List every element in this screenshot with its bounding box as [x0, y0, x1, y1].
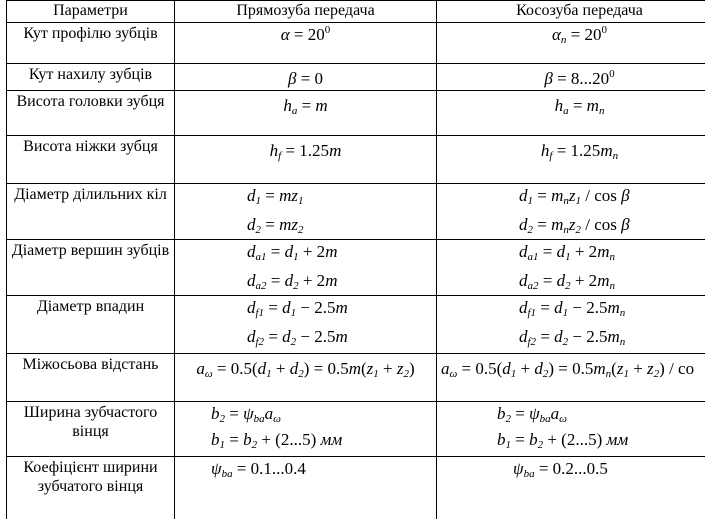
spur-formula-cell: [175, 184, 437, 240]
table-row: [7, 64, 705, 91]
helical-formula-cell: [437, 402, 705, 457]
formula: $\psi_{ba} = 0.2...0.5$: [513, 459, 608, 480]
table-row: [7, 457, 705, 519]
formula: $d_1 = mz_1$: [247, 186, 304, 207]
table-row: [7, 184, 705, 240]
formula: $d_{a2} = d_2 + 2m$: [247, 271, 338, 292]
helical-formula-cell: [437, 240, 705, 296]
formula: $b_1 = b_2 + (2...5)$ мм: [211, 430, 343, 451]
spur-formula-cell: [175, 23, 437, 64]
gear-parameters-document: [6, 0, 705, 519]
formula: $\alpha_n = 20^0$: [551, 24, 608, 46]
formula: $b_1 = b_2 + (2...5)$ мм: [497, 430, 629, 451]
spur-formula-cell: [175, 240, 437, 296]
formula: $\psi_{ba} = 0.1...0.4$: [211, 459, 306, 480]
table-row: [7, 354, 705, 402]
spur-formula-cell: [175, 402, 437, 457]
table-row: [7, 402, 705, 457]
header-helical-gear: Косозуба передача: [437, 1, 705, 23]
formula: $d_{a1} = d_1 + 2m_n$: [519, 242, 615, 263]
formula: $a_\omega = 0.5(d_1 + d_2) = 0.5m_n(z_1 + z_2)$ / co: [441, 359, 695, 380]
table-row: [7, 91, 705, 136]
spur-formula-cell: [175, 64, 437, 91]
formula: $d_{a1} = d_1 + 2m$: [247, 242, 338, 263]
helical-formula-cell: [437, 296, 705, 354]
param-name: Діаметр ділильних кіл: [7, 184, 175, 240]
formula: $b_2 = \psi_{ba}a_\omega$: [211, 404, 281, 425]
formula: $a_\omega = 0.5(d_1 + d_2) = 0.5m(z_1 + z_2)$: [196, 359, 415, 380]
formula: $d_{f2} = d_2 - 2.5m_n$: [519, 327, 626, 348]
helical-formula-cell: [437, 354, 705, 402]
helical-formula-cell: [437, 457, 705, 519]
table-row: [7, 296, 705, 354]
formula: $d_{a2} = d_2 + 2m_n$: [519, 271, 615, 292]
param-name: Висота ніжки зубця: [7, 136, 175, 184]
formula: $h_a = m_n$: [554, 96, 605, 117]
header-parameters: Параметри: [7, 1, 175, 23]
param-name: Діаметр вершин зубців: [7, 240, 175, 296]
param-name: Кут профілю зубців: [7, 23, 175, 64]
helical-formula-cell: [437, 64, 705, 91]
table-row: [7, 240, 705, 296]
formula: β = 0: [287, 69, 324, 88]
formula: $d_{f1} = d_1 - 2.5m_n$: [519, 298, 626, 319]
param-name: Діаметр впадин: [7, 296, 175, 354]
formula: $d_2 = mz_2$: [247, 215, 304, 236]
formula: $b_2 = \psi_{ba}a_\omega$: [497, 404, 567, 425]
table-row: [7, 23, 705, 64]
param-name: Кут нахилу зубців: [7, 64, 175, 91]
spur-formula-cell: [175, 354, 437, 402]
helical-formula-cell: [437, 184, 705, 240]
helical-formula-cell: [437, 136, 705, 184]
param-name: Ширина зубчастого вінця: [7, 402, 175, 457]
table-header-row: [7, 1, 705, 23]
formula: $h_f = 1.25m$: [269, 141, 342, 162]
param-name: Міжосьова відстань: [7, 354, 175, 402]
spur-formula-cell: [175, 136, 437, 184]
table-row: [7, 136, 705, 184]
formula: $d_{f1} = d_1 - 2.5m$: [247, 298, 348, 319]
header-spur-gear: Прямозуба передача: [175, 1, 437, 23]
formula: $d_2 = m_nz_2 / \cos \beta$: [519, 215, 630, 236]
spur-formula-cell: [175, 457, 437, 519]
gear-parameters-table: [6, 0, 705, 519]
spur-formula-cell: [175, 296, 437, 354]
param-name: Коефіцієнт ширини зубчатого вінця: [7, 457, 175, 519]
formula: $d_{f2} = d_2 - 2.5m$: [247, 327, 348, 348]
param-name: Висота головки зубця: [7, 91, 175, 136]
formula: $d_1 = m_nz_1 / \cos \beta$: [519, 186, 630, 207]
helical-formula-cell: [437, 23, 705, 64]
formula: $h_f = 1.25m_n$: [540, 141, 619, 162]
formula: $\alpha = 20^0$: [280, 24, 331, 44]
spur-formula-cell: [175, 91, 437, 136]
formula: $\beta = 8...20^0$: [544, 68, 615, 88]
formula: $h_a = m$: [283, 96, 328, 117]
helical-formula-cell: [437, 91, 705, 136]
